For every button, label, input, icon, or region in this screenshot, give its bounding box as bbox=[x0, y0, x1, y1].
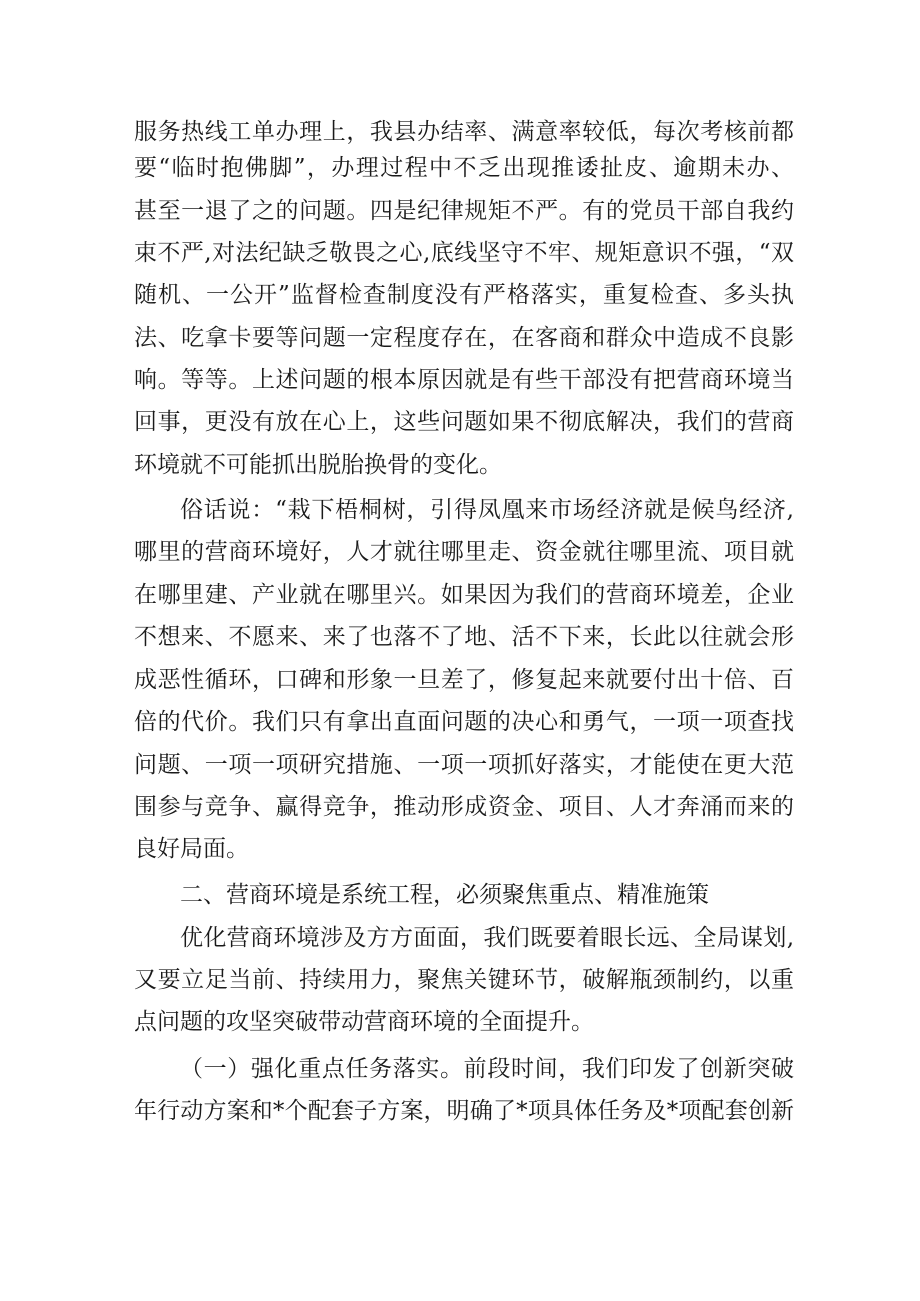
text-line-6: 法、吃拿卡要等问题一定程度存在，在客商和群众中造成不良影 bbox=[134, 325, 794, 351]
text-line-20: 优化营商环境涉及方方面面，我们既要着眼长远、全局谋划, bbox=[180, 925, 794, 951]
text-line-12: 在哪里建、产业就在哪里兴。如果因为我们的营商环境差，企业 bbox=[134, 582, 794, 608]
text-line-24: 年行动方案和*个配套子方案，明确了*项具体任务及*项配套创新 bbox=[134, 1098, 794, 1124]
text-line-15: 倍的代价。我们只有拿出直面问题的决心和勇气，一项一项查找 bbox=[134, 709, 794, 735]
text-line-13: 不想来、不愿来、来了也落不了地、活不下来，长此以往就会形 bbox=[134, 624, 794, 650]
text-line-1: 服务热线工单办理上，我县办结率、满意率较低，每次考核前都 bbox=[134, 119, 794, 145]
section-heading: 二、营商环境是系统工程，必须聚焦重点、精准施策 bbox=[180, 882, 709, 908]
text-line-8: 回事，更没有放在心上，这些问题如果不彻底解决，我们的营商 bbox=[134, 409, 794, 435]
text-line-9: 环境就不可能抓出脱胎换骨的变化。 bbox=[134, 452, 502, 478]
text-line-11: 哪里的营商环境好，人才就往哪里走、资金就往哪里流、项目就 bbox=[134, 539, 794, 565]
text-line-23: （一）强化重点任务落实。前段时间，我们印发了创新突破 bbox=[180, 1056, 794, 1082]
text-line-3: 甚至一退了之的问题。四是纪律规矩不严。有的党员干部自我约 bbox=[134, 198, 794, 224]
text-line-7: 响。等等。上述问题的根本原因就是有些干部没有把营商环境当 bbox=[134, 367, 794, 393]
text-line-10: 俗话说：“栽下梧桐树，引得凤凰来市场经济就是候鸟经济, bbox=[180, 497, 794, 523]
text-line-4: 束不严,对法纪缺乏敬畏之心,底线坚守不牢、规矩意识不强，“双 bbox=[134, 240, 794, 266]
text-line-16: 问题、一项一项研究措施、一项一项抓好落实，才能使在更大范 bbox=[134, 752, 794, 778]
text-line-18: 良好局面。 bbox=[134, 836, 249, 862]
text-line-2: 要“临时抱佛脚”，办理过程中不乏出现推诿扯皮、逾期未办、 bbox=[134, 155, 794, 181]
text-line-21: 又要立足当前、持续用力，聚焦关键环节，破解瓶颈制约，以重 bbox=[134, 967, 794, 993]
text-line-5: 随机、一公开”监督检查制度没有严格落实，重复检查、多头执 bbox=[134, 282, 794, 308]
text-line-14: 成恶性循环，口碑和形象一旦差了，修复起来就要付出十倍、百 bbox=[134, 667, 794, 693]
text-line-17: 围参与竞争、赢得竞争，推动形成资金、项目、人才奔涌而来的 bbox=[134, 794, 794, 820]
text-line-22: 点问题的攻坚突破带动营商环境的全面提升。 bbox=[134, 1009, 594, 1035]
